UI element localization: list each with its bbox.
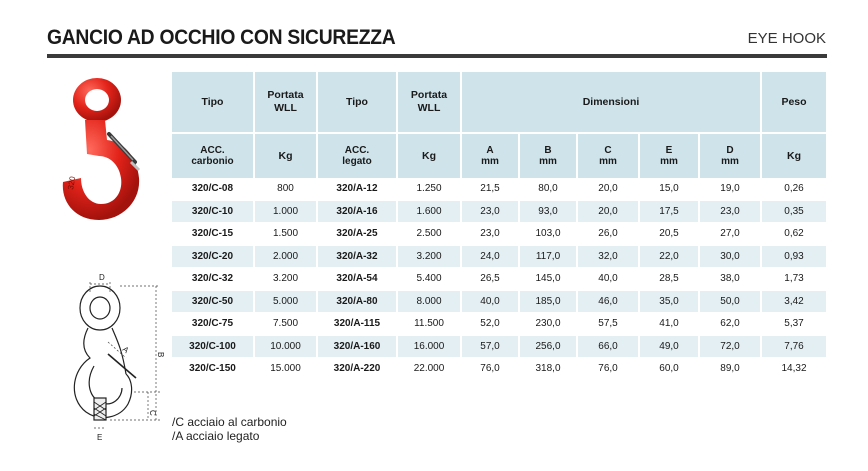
- cell-dim-d: 30,0: [700, 246, 762, 269]
- cell-portata-legato: 2.500: [398, 223, 462, 246]
- cell-portata-carbonio: 1.500: [255, 223, 318, 246]
- specifications-table: [172, 72, 828, 381]
- col-tipo-legato: Tipo: [318, 72, 398, 132]
- dim-c-label: C: [604, 145, 612, 156]
- cell-portata-legato: 22.000: [398, 358, 462, 381]
- legend: [172, 415, 287, 443]
- cell-dim-e: 35,0: [640, 291, 700, 314]
- legend-carbon-steel: /C acciaio al carbonio: [172, 415, 287, 429]
- dim-label-e: E: [97, 433, 103, 442]
- page-subtitle: EYE HOOK: [747, 30, 826, 47]
- cell-dim-a: 40,0: [462, 291, 520, 314]
- portata-label: Portata: [410, 89, 448, 101]
- svg-text:320: 320: [66, 175, 78, 191]
- subhead-dim-b: [520, 132, 578, 178]
- unit-mm: mm: [539, 156, 557, 167]
- unit-mm: mm: [599, 156, 617, 167]
- cell-dim-d: 50,0: [700, 291, 762, 314]
- cell-dim-b: 256,0: [520, 336, 578, 359]
- table-row: [172, 246, 828, 269]
- cell-dim-d: 23,0: [700, 201, 762, 224]
- cell-portata-carbonio: 2.000: [255, 246, 318, 269]
- cell-tipo-legato: 320/A-25: [318, 223, 398, 246]
- cell-dim-c: 20,0: [578, 201, 640, 224]
- cell-tipo-legato: 320/A-80: [318, 291, 398, 314]
- cell-peso: 14,32: [762, 358, 828, 381]
- cell-tipo-carbonio: 320/C-75: [172, 313, 255, 336]
- table-row: [172, 201, 828, 224]
- cell-dim-a: 57,0: [462, 336, 520, 359]
- cell-dim-e: 22,0: [640, 246, 700, 269]
- table-row: [172, 291, 828, 314]
- cell-tipo-legato: 320/A-160: [318, 336, 398, 359]
- cell-peso: 0,35: [762, 201, 828, 224]
- cell-dim-c: 46,0: [578, 291, 640, 314]
- eye-hook-technical-drawing: [60, 270, 170, 450]
- cell-portata-legato: 1.250: [398, 178, 462, 201]
- carbonio-label: carbonio: [191, 156, 234, 167]
- dim-label-a: A: [120, 344, 131, 355]
- dim-label-c: C: [148, 410, 157, 416]
- acc-label: ACC.: [200, 145, 225, 156]
- cell-portata-legato: 1.600: [398, 201, 462, 224]
- cell-dim-a: 26,5: [462, 268, 520, 291]
- cell-dim-e: 49,0: [640, 336, 700, 359]
- cell-dim-a: 24,0: [462, 246, 520, 269]
- cell-dim-a: 23,0: [462, 223, 520, 246]
- dim-label-d: D: [99, 273, 105, 282]
- cell-dim-c: 57,5: [578, 313, 640, 336]
- cell-peso: 1,73: [762, 268, 828, 291]
- subhead-acc-carbonio: [172, 132, 255, 178]
- col-tipo-carbonio: Tipo: [172, 72, 255, 132]
- cell-dim-d: 89,0: [700, 358, 762, 381]
- cell-tipo-legato: 320/A-220: [318, 358, 398, 381]
- cell-dim-d: 72,0: [700, 336, 762, 359]
- dim-label-b: B: [156, 352, 165, 358]
- cell-portata-legato: 16.000: [398, 336, 462, 359]
- legend-alloy-steel: /A acciaio legato: [172, 429, 260, 443]
- subhead-dim-d: [700, 132, 762, 178]
- wll-label: WLL: [417, 102, 441, 114]
- unit-mm: mm: [721, 156, 739, 167]
- cell-peso: 0,93: [762, 246, 828, 269]
- cell-dim-c: 26,0: [578, 223, 640, 246]
- cell-portata-carbonio: 10.000: [255, 336, 318, 359]
- cell-dim-e: 28,5: [640, 268, 700, 291]
- table-row: [172, 336, 828, 359]
- cell-dim-a: 76,0: [462, 358, 520, 381]
- cell-dim-e: 17,5: [640, 201, 700, 224]
- cell-tipo-carbonio: 320/C-08: [172, 178, 255, 201]
- cell-tipo-legato: 320/A-16: [318, 201, 398, 224]
- cell-dim-c: 76,0: [578, 358, 640, 381]
- cell-portata-legato: 5.400: [398, 268, 462, 291]
- cell-dim-e: 41,0: [640, 313, 700, 336]
- cell-tipo-carbonio: 320/C-50: [172, 291, 255, 314]
- cell-tipo-legato: 320/A-115: [318, 313, 398, 336]
- cell-dim-d: 62,0: [700, 313, 762, 336]
- cell-tipo-carbonio: 320/C-20: [172, 246, 255, 269]
- dim-b-label: B: [544, 145, 552, 156]
- cell-portata-carbonio: 5.000: [255, 291, 318, 314]
- eye-hook-photo: [55, 70, 165, 230]
- cell-dim-c: 40,0: [578, 268, 640, 291]
- subhead-dim-e: [640, 132, 700, 178]
- unit-mm: mm: [660, 156, 678, 167]
- cell-dim-a: 23,0: [462, 201, 520, 224]
- cell-portata-carbonio: 7.500: [255, 313, 318, 336]
- subhead-kg-carbonio: Kg: [255, 132, 318, 178]
- cell-dim-b: 145,0: [520, 268, 578, 291]
- cell-tipo-carbonio: 320/C-32: [172, 268, 255, 291]
- cell-dim-d: 19,0: [700, 178, 762, 201]
- col-portata-legato: [398, 72, 462, 132]
- unit-mm: mm: [481, 156, 499, 167]
- cell-portata-carbonio: 1.000: [255, 201, 318, 224]
- table-row: [172, 358, 828, 381]
- subhead-kg-peso: Kg: [762, 132, 828, 178]
- cell-dim-c: 66,0: [578, 336, 640, 359]
- col-peso: Peso: [762, 72, 828, 132]
- cell-dim-e: 60,0: [640, 358, 700, 381]
- cell-dim-a: 52,0: [462, 313, 520, 336]
- cell-dim-b: 185,0: [520, 291, 578, 314]
- cell-dim-b: 117,0: [520, 246, 578, 269]
- dim-d-label: D: [726, 145, 734, 156]
- cell-dim-d: 27,0: [700, 223, 762, 246]
- table-row: [172, 223, 828, 246]
- subhead-acc-legato: [318, 132, 398, 178]
- acc-label: ACC.: [344, 145, 370, 156]
- cell-dim-b: 80,0: [520, 178, 578, 201]
- cell-dim-e: 20,5: [640, 223, 700, 246]
- dim-a-label: A: [486, 145, 494, 156]
- cell-peso: 0,26: [762, 178, 828, 201]
- cell-portata-legato: 3.200: [398, 246, 462, 269]
- cell-tipo-carbonio: 320/C-100: [172, 336, 255, 359]
- portata-label: Portata: [267, 89, 304, 101]
- cell-dim-c: 32,0: [578, 246, 640, 269]
- cell-dim-b: 93,0: [520, 201, 578, 224]
- cell-portata-carbonio: 15.000: [255, 358, 318, 381]
- table-row: [172, 178, 828, 201]
- cell-dim-e: 15,0: [640, 178, 700, 201]
- cell-dim-d: 38,0: [700, 268, 762, 291]
- cell-dim-c: 20,0: [578, 178, 640, 201]
- col-portata-carbonio: [255, 72, 318, 132]
- cell-portata-carbonio: 800: [255, 178, 318, 201]
- table-row: [172, 313, 828, 336]
- cell-tipo-carbonio: 320/C-10: [172, 201, 255, 224]
- subhead-kg-legato: Kg: [398, 132, 462, 178]
- cell-portata-legato: 8.000: [398, 291, 462, 314]
- cell-tipo-legato: 320/A-12: [318, 178, 398, 201]
- dim-e-label: E: [665, 145, 673, 156]
- subhead-dim-a: [462, 132, 520, 178]
- cell-portata-legato: 11.500: [398, 313, 462, 336]
- cell-peso: 5,37: [762, 313, 828, 336]
- subhead-dim-c: [578, 132, 640, 178]
- cell-peso: 7,76: [762, 336, 828, 359]
- cell-tipo-carbonio: 320/C-15: [172, 223, 255, 246]
- cell-tipo-legato: 320/A-54: [318, 268, 398, 291]
- cell-tipo-carbonio: 320/C-150: [172, 358, 255, 381]
- cell-portata-carbonio: 3.200: [255, 268, 318, 291]
- page-title: GANCIO AD OCCHIO CON SICUREZZA: [47, 26, 396, 49]
- cell-dim-a: 21,5: [462, 178, 520, 201]
- wll-label: WLL: [274, 102, 297, 114]
- col-dimensioni: Dimensioni: [462, 72, 762, 132]
- legato-label: legato: [342, 156, 372, 167]
- cell-dim-b: 230,0: [520, 313, 578, 336]
- table-row: [172, 268, 828, 291]
- cell-peso: 0,62: [762, 223, 828, 246]
- cell-dim-b: 103,0: [520, 223, 578, 246]
- cell-peso: 3,42: [762, 291, 828, 314]
- cell-dim-b: 318,0: [520, 358, 578, 381]
- title-rule: [47, 54, 827, 58]
- cell-tipo-legato: 320/A-32: [318, 246, 398, 269]
